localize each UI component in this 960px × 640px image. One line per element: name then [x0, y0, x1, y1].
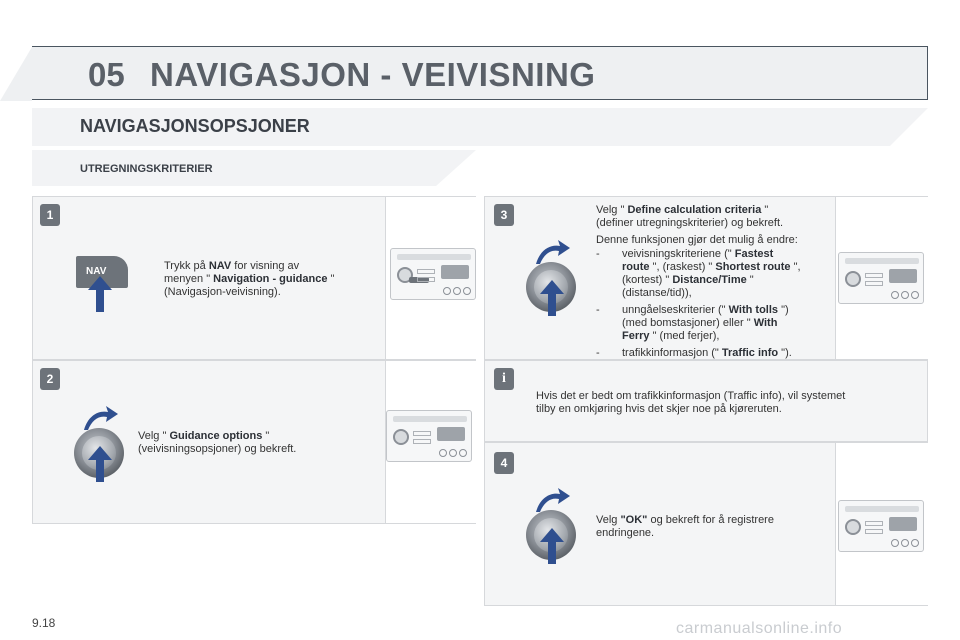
nav-button-label: NAV [86, 266, 107, 277]
step-1-text: Trykk på NAV for visning av menyen " Navigation - guidance " (Navigasjon-veivisning). [164, 260, 335, 298]
page-number: 9.18 [32, 616, 56, 630]
chapter-title: NAVIGASJON - VEIVISNING [150, 56, 596, 93]
press-arrow-icon [540, 528, 564, 564]
radio-unit-illustration [386, 410, 472, 462]
criteria-list: - veivisningskriteriene (" Fastest route ", (raskest) " Shortest route ", (kortest) " Distance/Time " (distanse/tid)), - unngåelseskriterier (" With tolls ") (med bomstasjoner) eller " With Ferry " (med ferjer), - trafikkinformasjon (" Traffic info "). [596, 248, 801, 359]
step-2-text: Velg " Guidance options " (veivisningsopsjoner) og bekreft. [138, 430, 297, 455]
step-4-text: Velg "OK" og bekreft for å registrere endringene. [596, 514, 774, 539]
section-title: NAVIGASJONSOPSJONER [80, 116, 310, 136]
step-3-badge: 3 [494, 204, 514, 226]
radio-unit-illustration [390, 248, 476, 300]
step-3-text: Velg " Define calculation criteria " (definer utregningskriterier) og bekreft. Denne funksjonen gjør det mulig å endre: [596, 204, 798, 246]
radio-unit-illustration [838, 500, 924, 552]
press-arrow-icon [540, 280, 564, 316]
info-text: Hvis det er bedt om trafikkinformasjon (Traffic info), vil systemet tilby en omkjøring hvis det skjer noe på kjøreruten. [536, 390, 846, 415]
step-2-badge: 2 [40, 368, 60, 390]
step-4-badge: 4 [494, 452, 514, 474]
watermark: carmanualsonline.info [676, 620, 843, 637]
chapter-number: 05 [88, 56, 125, 93]
press-arrow-icon [88, 446, 112, 482]
radio-unit-illustration [838, 252, 924, 304]
info-icon: i [494, 368, 514, 390]
subsection-title: UTREGNINGSKRITERIER [80, 163, 213, 175]
step-1-badge: 1 [40, 204, 60, 226]
press-arrow-icon [88, 276, 112, 312]
